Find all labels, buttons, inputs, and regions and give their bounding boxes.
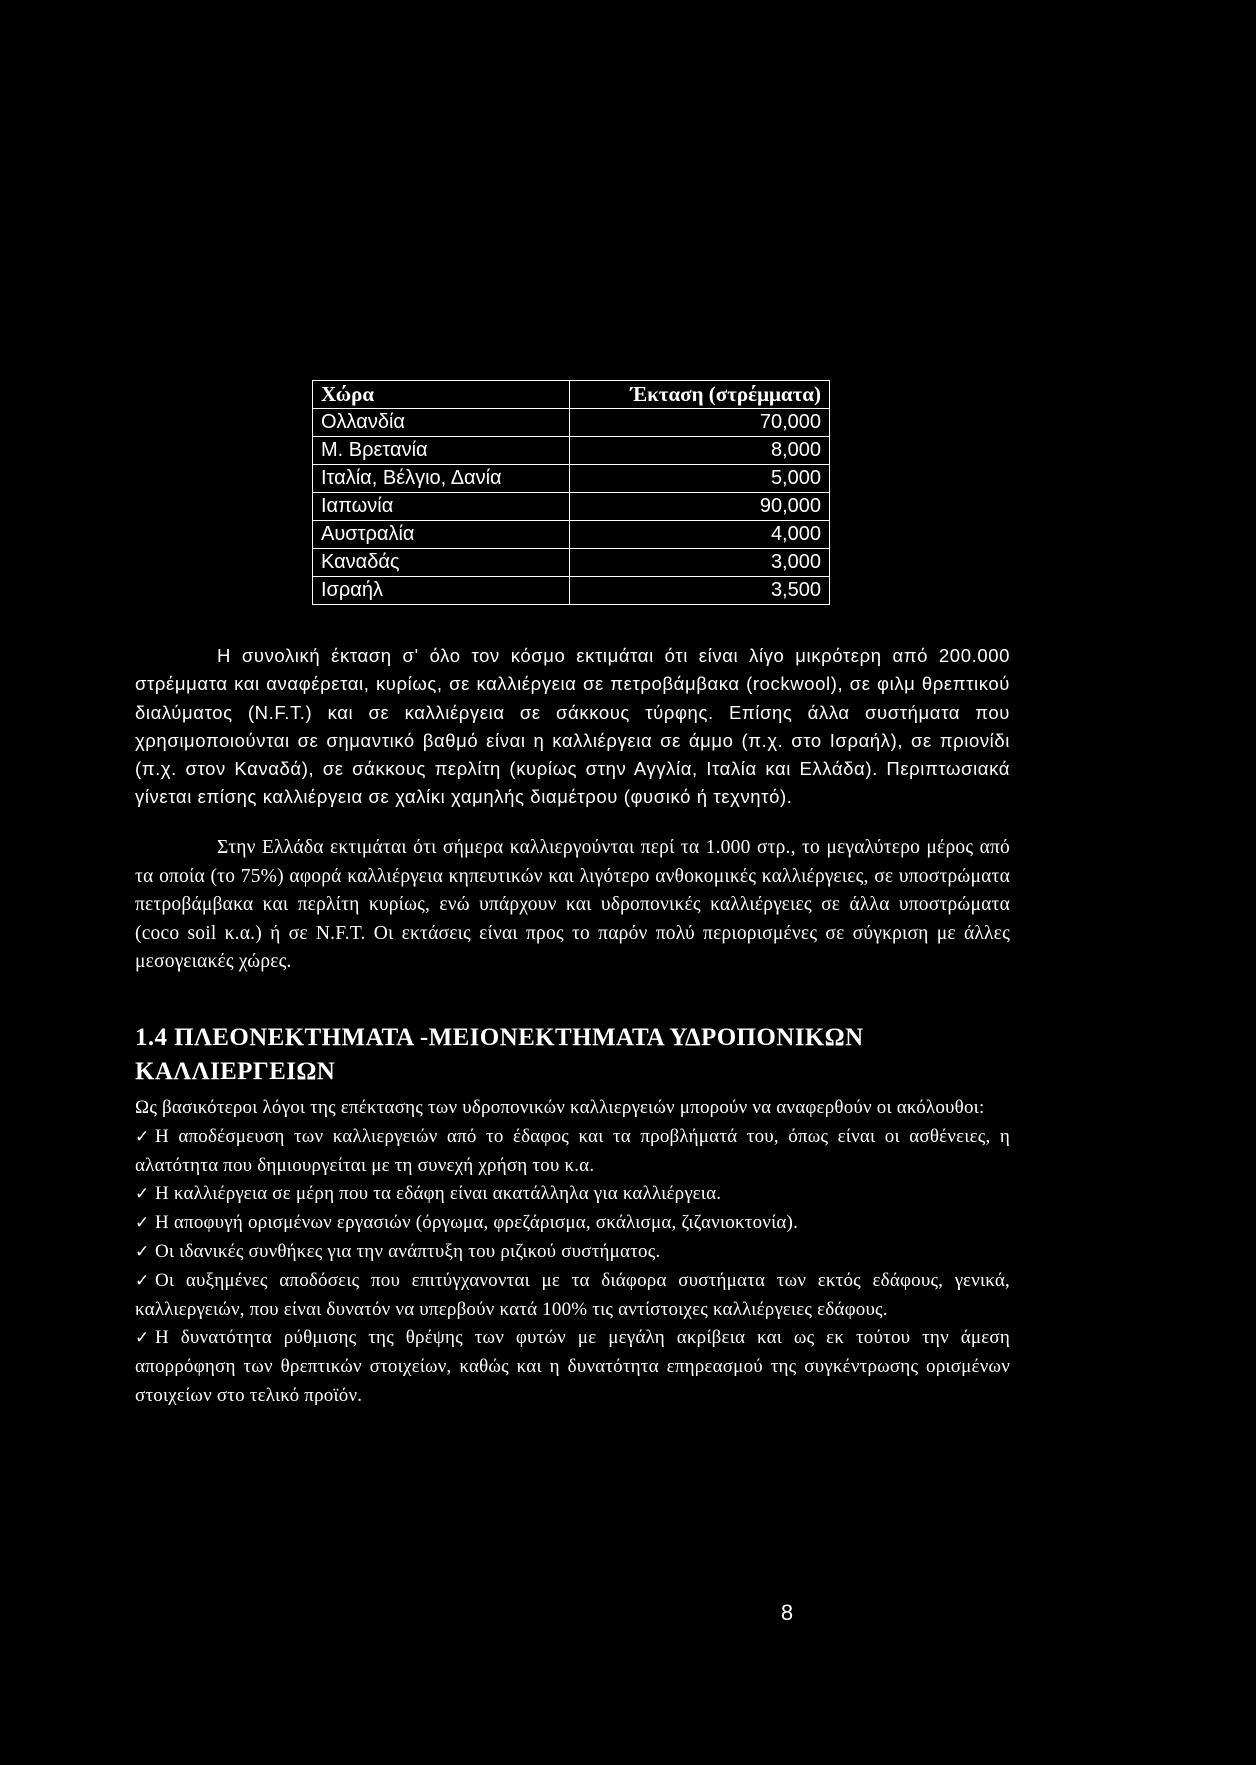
check-icon: ✓ (135, 1213, 150, 1234)
table-row (313, 437, 830, 465)
advantages-section (135, 1094, 1010, 1411)
list-item (135, 1267, 1010, 1325)
list-item-text: Οι ιδανικές συνθήκες για την ανάπτυξη του ριζικού συστήματος. (155, 1240, 661, 1262)
paragraph-greece-area (135, 834, 1010, 977)
table-header-row (313, 381, 830, 409)
table-row (313, 521, 830, 549)
check-icon: ✓ (135, 1184, 150, 1205)
check-icon: ✓ (135, 1328, 150, 1349)
area-table (312, 380, 830, 605)
check-icon: ✓ (135, 1270, 150, 1291)
list-item-text: Η καλλιέργεια σε μέρη που τα εδάφη είναι ακατάλληλα για καλλιέργεια. (155, 1183, 722, 1205)
list-item-text: Η αποδέσμευση των καλλιεργειών από το έδαφος και τα προβλήματά του, όπως είναι οι ασθένειες, η αλατότητα που δημιουργείται με τη συνεχή χρήση του κ.α. (135, 1125, 1010, 1176)
table-cell-area: 3,500 (570, 577, 830, 605)
table-cell-area: 90,000 (570, 493, 830, 521)
section-heading: 1.4 ΠΛΕΟΝΕΚΤΗΜΑΤΑ -ΜΕΙΟΝΕΚΤΗΜΑΤΑ ΥΔΡΟΠΟΝΙΚΩΝ ΚΑΛΛΙΕΡΓΕΙΩΝ (135, 1024, 864, 1085)
table-cell-area: 3,000 (570, 549, 830, 577)
intro-text: Ως βασικότεροι λόγοι της επέκτασης των υδροπονικών καλλιεργειών μπορούν να αναφερθούν οι ακόλουθοι: (135, 1097, 985, 1118)
paragraph-worldwide-area (135, 642, 1010, 812)
list-item (135, 1123, 1010, 1181)
page-number: 8 (780, 1600, 794, 1625)
table-cell-country: Αυστραλία (313, 521, 570, 549)
list-item (135, 1180, 1010, 1209)
list-item (135, 1209, 1010, 1238)
table-row (313, 493, 830, 521)
list-item-text: Η αποφυγή ορισμένων εργασιών (όργωμα, φρεζάρισμα, σκάλισμα, ζιζανιοκτονία). (155, 1212, 799, 1234)
list-item (135, 1324, 1010, 1410)
list-item (135, 1238, 1010, 1267)
header-country: Χώρα (313, 381, 570, 409)
check-icon: ✓ (135, 1126, 150, 1147)
table-cell-country: Καναδάς (313, 549, 570, 577)
table-row (313, 409, 830, 437)
table-row (313, 465, 830, 493)
table-row (313, 549, 830, 577)
table-cell-country: Ισραήλ (313, 577, 570, 605)
header-area: Έκταση (στρέμματα) (570, 381, 830, 409)
list-item-text: Η δυνατότητα ρύθμισης της θρέψης των φυτών με μεγάλη ακρίβεια και ως εκ τούτου την άμεση απορρόφηση των θρεπτικών στοιχείων, καθώς και η δυνατότητα επηρεασμού της συγκέντρωσης ορισμένων στοιχείων στο τελικό προϊόν. (135, 1327, 1010, 1406)
table-cell-country: Ιταλία, Βέλγιο, Δανία (313, 465, 570, 493)
list-item-text: Οι αυξημένες αποδόσεις που επιτύγχανονται με τα διάφορα συστήματα των εκτός εδάφους, γενικά, καλλιεργειών, που είναι δυνατόν να υπερβούν κατά 100% τις αντίστοιχες καλλιέργειες εδάφους. (135, 1269, 1010, 1320)
check-icon: ✓ (135, 1241, 150, 1262)
paragraph-text: Η συνολική έκταση σ' όλο τον κόσμο εκτιμάται ότι είναι λίγο μικρότερη από 200.000 στρέμματα και αναφέρεται, κυρίως, σε καλλιέργεια σε πετροβάμβακα (rockwool), σε φιλμ θρεπτικού διαλύματος (N.F.T.) και σε καλλιέργεια σε σάκκους τύρφης. Επίσης άλλα συστήματα που χρησιμοποιούνται σε σημαντικό βαθμό είναι η καλλιέργεια σε άμμο (π.χ. στο Ισραήλ), σε πριονίδι (π.χ. στον Καναδά), σε σάκκους περλίτη (κυρίως στην Αγγλία, Ιταλία και Ελλάδα). Περιπτωσιακά γίνεται επίσης καλλιέργεια σε χαλίκι χαμηλής διαμέτρου (φυσικό ή τεχνητό). (135, 645, 1010, 808)
table-row (313, 577, 830, 605)
table-cell-area: 70,000 (570, 409, 830, 437)
table-cell-country: Μ. Βρετανία (313, 437, 570, 465)
paragraph-text: Στην Ελλάδα εκτιμάται ότι σήμερα καλλιεργούνται περί τα 1.000 στρ., το μεγαλύτερο μέρος από τα οποία (το 75%) αφορά καλλιέργεια κηπευτικών και λιγότερο ανθοκομικές καλλιέργειες, σε υποστρώματα πετροβάμβακα και περλίτη κυρίως, ενώ υπάρχουν και υδροπονικές καλλιέργειες σε άλλα υποστρώματα (coco soil κ.α.) ή σε N.F.T. Οι εκτάσεις είναι προς το παρόν πολύ περιορισμένες σε σύγκριση με άλλες μεσογειακές χώρες. (135, 837, 1010, 972)
table-cell-area: 5,000 (570, 465, 830, 493)
table-cell-area: 4,000 (570, 521, 830, 549)
table-cell-area: 8,000 (570, 437, 830, 465)
table-cell-country: Ολλανδία (313, 409, 570, 437)
table-cell-country: Ιαπωνία (313, 493, 570, 521)
